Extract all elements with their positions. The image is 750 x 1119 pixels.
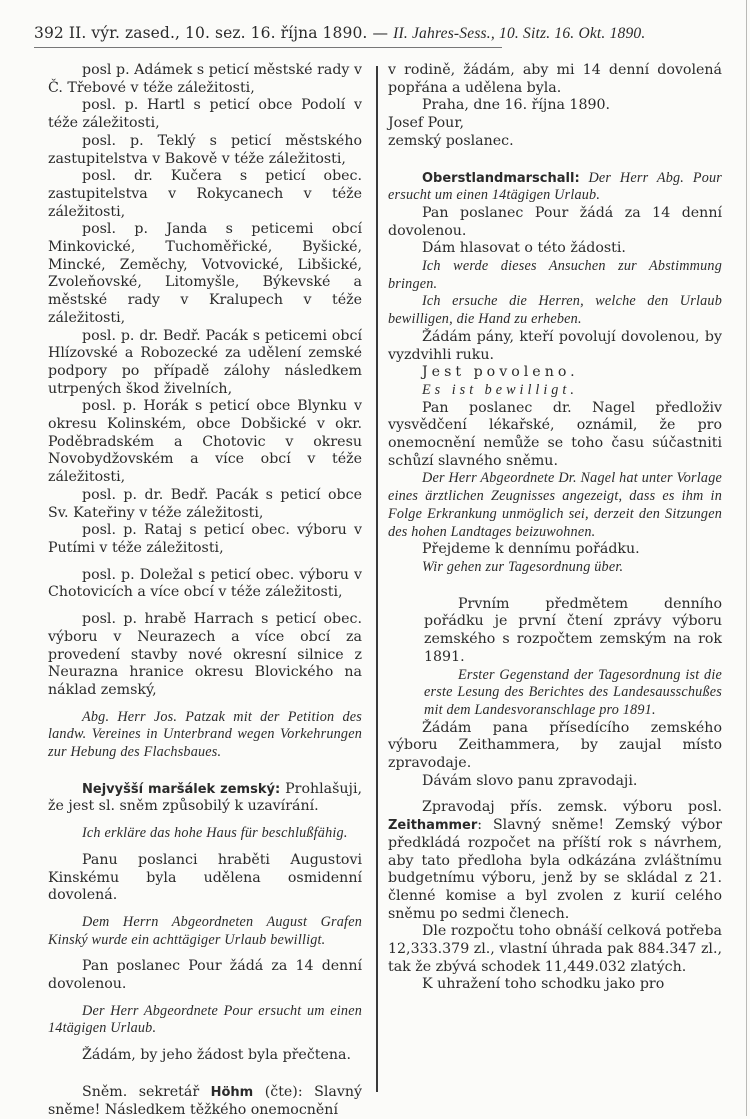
paragraph: Panu poslanci hraběti Augustovi Kinskému byla udělena osmidenní dovolená.: [48, 851, 362, 904]
spacer: [48, 994, 362, 1003]
speech-prefix: Zpravodaj přís. zemsk. výboru posl.: [422, 799, 722, 816]
paragraph: posl. p. Rataj s peticí obec. výboru v Putími v téže záležitosti,: [48, 522, 362, 556]
spacer: [48, 1038, 362, 1047]
spacer: [48, 762, 362, 781]
paragraph: v rodině, žádám, aby mi 14 denní dovolená popřána a udělena byla.: [388, 62, 722, 96]
paragraph: posl. p. Teklý s peticí městského zastupitelstva v Bakově v téže záležitosti,: [48, 132, 362, 167]
speech-paragraph: [388, 799, 722, 923]
spacer: [48, 602, 362, 611]
paragraph-german: Der Herr Abgeordnete Pour ersucht um einen 14tägigen Urlaub.: [48, 1002, 362, 1037]
paragraph: posl. p. dr. Bedř. Pacák s peticí obce Sv. Kateřiny v téže záležitosti,: [48, 486, 362, 521]
paragraph: Pan poslanec dr. Nagel předloživ vysvědčení lékařské, oznámil, že pro onemocnění nemůže se toho času súčastniti schůzí slavného sněmu.: [388, 399, 722, 469]
paragraph: posl. p. hrabě Harrach s peticí obec. výboru v Neurazech a více obcí za provedení stavby nové okresní silnice z Neurazna hranice okresu Blovického na náklad zemský,: [48, 611, 362, 698]
speech-paragraph: [48, 1084, 362, 1119]
signature-name: Josef Pour,: [388, 115, 465, 132]
header-separator: —: [367, 24, 389, 42]
paragraph-german: Erster Gegenstand der Tagesordnung ist die erste Lesung des Berichtes des Landesausschußes mit dem Landesvoranschlage pro 1891.: [424, 666, 722, 718]
speech-text: (čte): Slavný sněme! Následkem těžkého onemocnění: [48, 1083, 362, 1118]
paragraph: Pan poslanec Pour žádá za 14 denní dovolenou.: [388, 204, 722, 239]
paragraph: Dám hlasovat o této žádosti.: [422, 240, 626, 257]
paragraph-german: Wir gehen zur Tagesordnung über.: [422, 558, 624, 575]
paragraph-german: Abg. Herr Jos. Patzak mit der Petition des landw. Vereines in Unterbrand wegen Vorkehrungen zur Hebung des Flachsbaues.: [48, 708, 362, 761]
column-divider: [376, 66, 378, 1092]
paragraph: Žádám pány, kteří povolují dovolenou, by vyzdvihli ruku.: [388, 328, 722, 363]
paragraph: posl. p. Horák s peticí obce Blynku v okresu Kolinském, obce Dobšické v okr. Poděbradském a Chotovic v okresu Novobydžovském a více obcí v téže záležitosti,: [48, 398, 362, 486]
spacer: [48, 843, 362, 852]
spacer: [388, 577, 722, 596]
paragraph: Dávám slovo panu zpravodaji.: [422, 772, 638, 789]
paragraph: Žádám pana přísedícího zemského výboru Zeithammera, by zaujal místo zpravodaje.: [388, 719, 722, 772]
paragraph: Prvním předmětem denního pořádku je první čtení zprávy výboru zemského s rozpočtem zemským na rok 1891.: [424, 595, 722, 665]
paragraph: posl. dr. Kučera s peticí obec. zastupitelstva v Rokycanech v téže záležitosti,: [48, 168, 362, 220]
speaker-name: Nejvyšší maršálek zemský:: [82, 781, 281, 797]
left-column: [48, 62, 362, 1119]
agenda-block: [388, 596, 722, 720]
paragraph-german: Ich werde dieses Ansuchen zur Abstimmung bringen.: [388, 258, 722, 292]
speech-paragraph: [48, 781, 362, 816]
speaker-name: Oberstlandmarschall:: [422, 170, 580, 186]
signature-title: zemský poslanec.: [388, 132, 514, 149]
speaker-name: Zeithammer: [388, 818, 478, 834]
paragraph-german: Der Herr Abgeordnete Dr. Nagel hat unter Vorlage eines ärztlichen Zeugnisses angezeigt, dass es ihm in Folge Erkrankung unmöglich sei, derzeit den Sitzungen des hohen Landtages beizuwohnen.: [388, 470, 722, 540]
spacer: [48, 816, 362, 825]
paragraph: posl. p. Doležal s peticí obec. výboru v Chotovicích a více obcí v téže záležitosti,: [48, 566, 362, 601]
header-czech: II. výr. zased., 10. sez. 16. října 1890.: [68, 24, 368, 42]
right-column: [388, 62, 722, 994]
dateline: Praha, dne 16. října 1890.: [422, 97, 611, 114]
header-german: II. Jahres-Sess., 10. Sitz. 16. Okt. 1890.: [393, 25, 646, 42]
result-paragraph: Jest povoleno.: [422, 364, 579, 381]
paragraph: posl. p. dr. Bedř. Pacák s peticemi obcí Hlízovské a Robozecké za udělení zemské podpory po případě zálohy následkem utrpených škod živelních,: [48, 327, 362, 397]
result-paragraph-german: Es ist bewilligt.: [422, 381, 578, 398]
page-number: 392: [34, 24, 64, 42]
paragraph: Přejdeme k dennímu pořádku.: [422, 541, 640, 558]
paragraph: posl. p. Hartl s peticí obce Podolí v téže záležitosti,: [48, 97, 362, 132]
paragraph: posl p. Adámek s peticí městské rady v Č. Třebové v téže záležitosti,: [48, 62, 362, 96]
spacer: [48, 1065, 362, 1084]
speaker-name: Höhm: [210, 1084, 254, 1100]
speech-text: : Slavný sněme! Zemský výbor předkládá rozpočet na příští rok s návrhem, aby tato předloha byla odkázána zvláštnímu budgetnímu výboru, jenž by se skládal z 21. členné komise a byl zvolen z kurií celého sněmu po sedmi členech.: [388, 817, 722, 922]
paragraph-german: Ich erkläre das hohe Haus für beschlußfähig.: [82, 825, 348, 842]
spacer: [48, 558, 362, 567]
page-edge: [746, 0, 747, 1116]
paragraph: posl. p. Janda s peticemi obcí Minkovické, Tuchoměřické, Byšické, Mincké, Zeměchy, Votvovické, Libšické, Zvoleňovské, Litomyšle, Býkevské a městské rady v Kralupech v téže záležitosti,: [48, 221, 362, 326]
speech-text: Der Herr Abg. Pour ersucht um einen 14tägigen Urlaub.: [388, 169, 722, 204]
spacer: [48, 905, 362, 914]
header-rule: [34, 47, 502, 48]
paragraph: Dle rozpočtu toho obnáší celková potřeba 12,333.379 zl., vlastní úhrada pak 884.347 zl., tak že zbývá schodek 11,449.032 zlatých.: [388, 923, 722, 975]
speech-text: Prohlašuji, že jest sl. sněm způsobilý k uzavírání.: [48, 780, 362, 815]
running-header: [34, 24, 646, 43]
paragraph: K uhražení toho schodku jako pro: [422, 976, 665, 993]
spacer: [48, 700, 362, 709]
speech-prefix: Sněm. sekretář: [82, 1083, 211, 1100]
spacer: [48, 949, 362, 958]
paragraph: Žádám, by jeho žádost byla přečtena.: [82, 1047, 351, 1064]
paragraph-german: Dem Herrn Abgeordneten August Grafen Kinský wurde ein achttägiger Urlaub bewilligt.: [48, 913, 362, 948]
spacer: [388, 151, 722, 170]
speech-paragraph: [388, 170, 722, 205]
paragraph: Pan poslanec Pour žádá za 14 denní dovolenou.: [48, 958, 362, 993]
paragraph-german: Ich ersuche die Herren, welche den Urlaub bewilligen, die Hand zu erheben.: [388, 293, 722, 328]
